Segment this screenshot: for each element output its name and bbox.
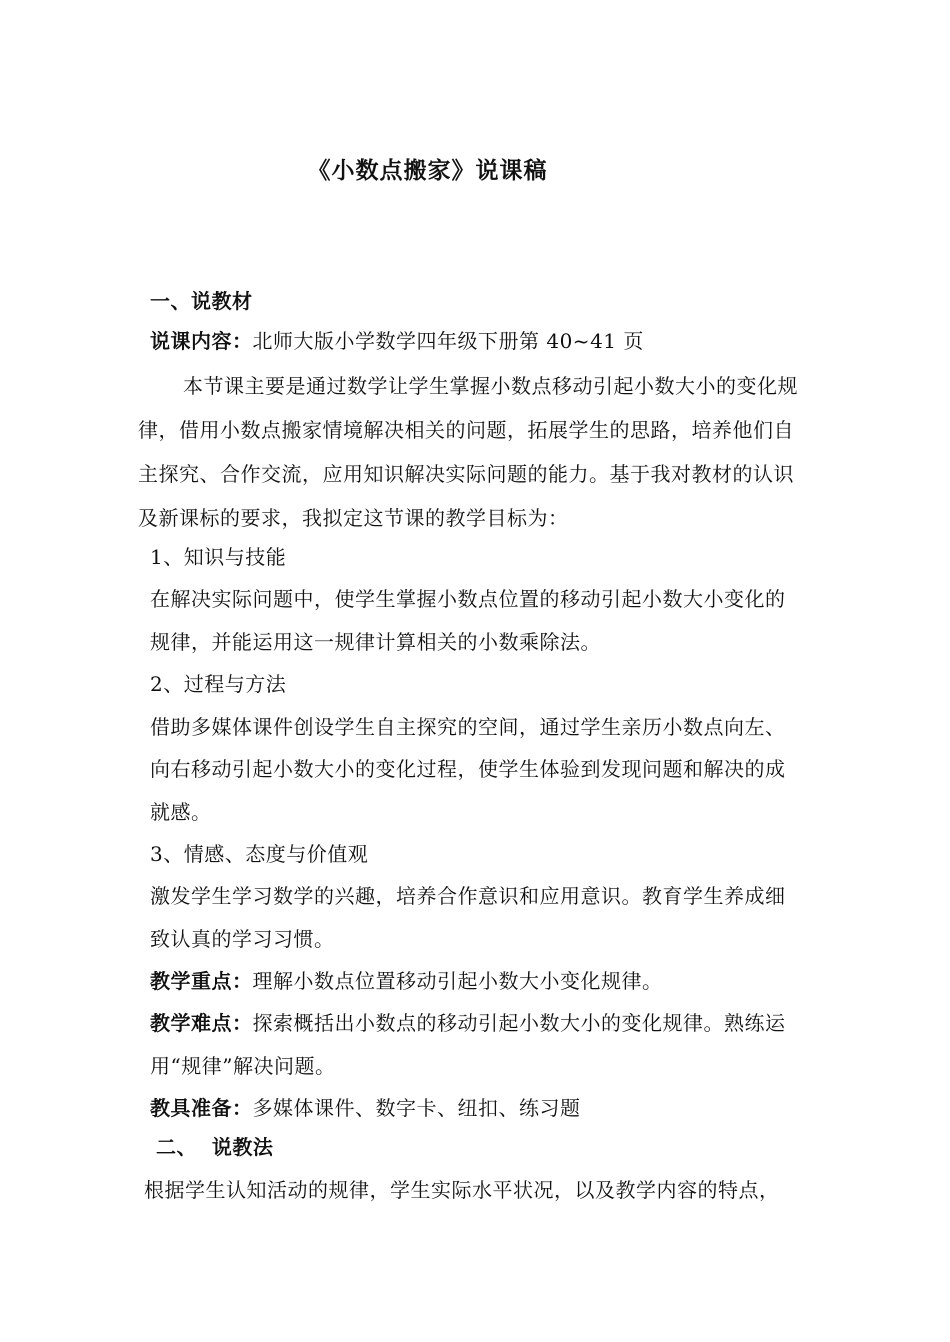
goal-process-line: 就感。 [150,800,212,824]
lesson-content-label: 说课内容： [150,329,253,353]
goal-knowledge-line: 规律，并能运用这一规律计算相关的小数乘除法。 [150,630,601,654]
goal-heading-process: 2、过程与方法 [150,672,287,696]
lesson-content-line [150,328,644,354]
goal-heading-knowledge: 1、知识与技能 [150,545,287,569]
teaching-difficulty-line [150,1010,786,1036]
teaching-tools-value: 多媒体课件、数字卡、纽扣、练习题 [252,1096,581,1120]
goal-process-line: 借助多媒体课件创设学生自主探究的空间，通过学生亲历小数点向左、 [150,715,786,739]
teaching-difficulty-line-2: 用“规律”解决问题。 [150,1054,336,1078]
intro-paragraph-line: 本节课主要是通过数学让学生掌握小数点移动引起小数大小的变化规 [183,374,798,398]
teaching-key-line [150,968,663,994]
goal-knowledge-line: 在解决实际问题中，使学生掌握小数点位置的移动引起小数大小变化的 [150,587,786,611]
goal-emotion-line: 激发学生学习数学的兴趣，培养合作意识和应用意识。教育学生养成细 [150,884,786,908]
section-heading-teaching-method: 二、 说教法 [156,1135,274,1159]
teaching-difficulty-value: 探索概括出小数点的移动引起小数大小的变化规律。熟练运 [252,1011,786,1035]
document-title: 《小数点搬家》说课稿 [307,157,548,184]
intro-paragraph-line: 主探究、合作交流，应用知识解决实际问题的能力。基于我对教材的认识 [138,462,794,486]
lesson-content-value: 北师大版小学数学四年级下册第 40~41 页 [252,329,644,353]
teaching-key-value: 理解小数点位置移动引起小数大小变化规律。 [252,969,663,993]
teaching-difficulty-label: 教学难点： [150,1011,253,1035]
goal-heading-emotion: 3、情感、态度与价值观 [150,842,369,866]
method-paragraph-line: 根据学生认知活动的规律，学生实际水平状况，以及教学内容的特点， [144,1178,780,1202]
intro-paragraph-line: 律，借用小数点搬家情境解决相关的问题，拓展学生的思路，培养他们自 [138,418,794,442]
goal-process-line: 向右移动引起小数大小的变化过程，使学生体验到发现问题和解决的成 [150,757,786,781]
teaching-tools-line [150,1095,581,1121]
goal-emotion-line: 致认真的学习习惯。 [150,927,335,951]
teaching-key-label: 教学重点： [150,969,253,993]
intro-paragraph-line: 及新课标的要求，我拟定这节课的教学目标为： [138,506,569,530]
section-heading-teaching-material: 一、说教材 [150,289,253,313]
teaching-tools-label: 教具准备： [150,1096,253,1120]
